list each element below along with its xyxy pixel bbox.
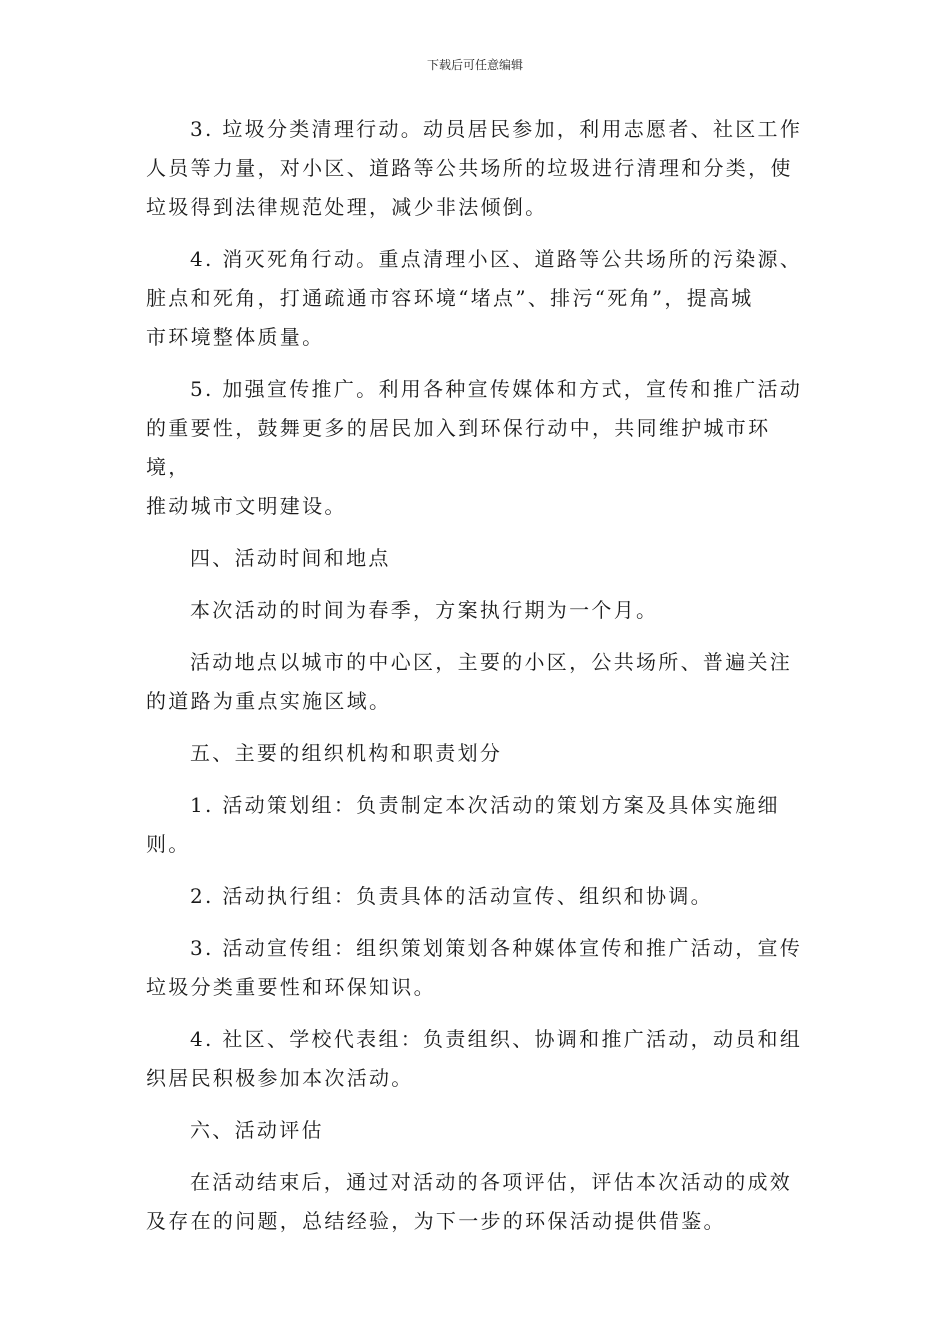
paragraph-item-5-publicity: 5. 加强宣传推广。利用各种宣传媒体和方式，宣传和推广活动 的重要性，鼓舞更多的居民加入到环保行动中，共同维护城市环境， 推动城市文明建设。 [146, 377, 803, 518]
paragraph-item-4-dead-corners: 4. 消灭死角行动。重点清理小区、道路等公共场所的污染源、 脏点和死角，打通疏通市容环境“堵点”、排污“死角”，提高城 市环境整体质量。 [146, 247, 803, 349]
page-header: 下载后可任意编辑 [426, 58, 523, 72]
paragraph-activity-location: 活动地点以城市的中心区，主要的小区，公共场所、普遍关注 的道路为重点实施区域。 [146, 650, 793, 713]
section-heading-time-place: 四、活动时间和地点 [190, 546, 391, 570]
paragraph-evaluation: 在活动结束后，通过对活动的各项评估，评估本次活动的成效 及存在的问题，总结经验，为下一步的环保活动提供借鉴。 [146, 1170, 793, 1233]
paragraph-planning-group: 1. 活动策划组：负责制定本次活动的策划方案及具体实施细则。 [146, 793, 780, 856]
paragraph-execution-group: 2. 活动执行组：负责具体的活动宣传、组织和协调。 [190, 884, 713, 908]
paragraph-community-school-group: 4. 社区、学校代表组：负责组织、协调和推广活动，动员和组 织居民积极参加本次活动。 [146, 1027, 803, 1090]
document-body [146, 110, 814, 1254]
paragraph-activity-time: 本次活动的时间为春季，方案执行期为一个月。 [190, 598, 659, 622]
section-heading-organization: 五、主要的组织机构和职责划分 [190, 741, 503, 765]
paragraph-item-3-garbage-sorting: 3. 垃圾分类清理行动。动员居民参加，利用志愿者、社区工作 人员等力量，对小区、道路等公共场所的垃圾进行清理和分类，使 垃圾得到法律规范处理，减少非法倾倒。 [146, 117, 803, 219]
paragraph-publicity-group: 3. 活动宣传组：组织策划策划各种媒体宣传和推广活动，宣传 垃圾分类重要性和环保知识。 [146, 936, 803, 999]
section-heading-evaluation: 六、活动评估 [190, 1118, 324, 1142]
